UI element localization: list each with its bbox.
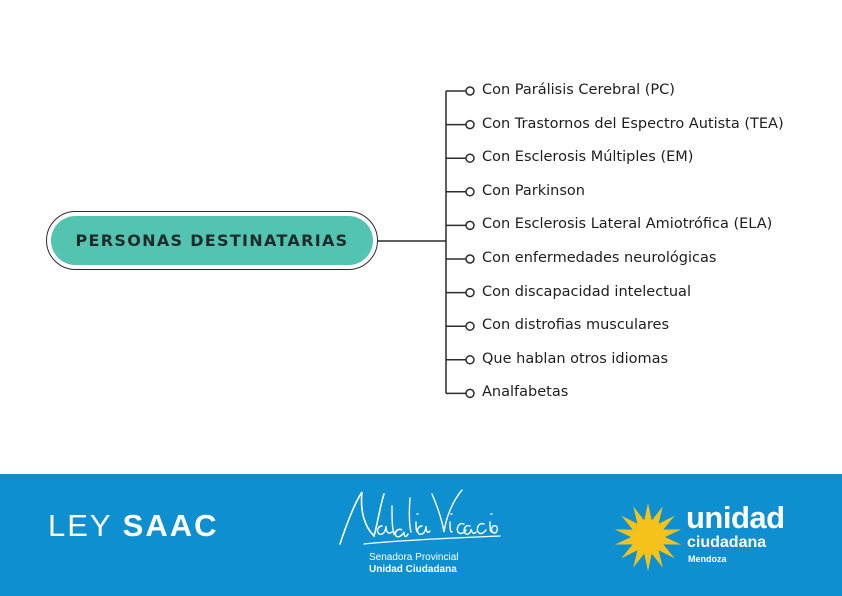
branch-node-circle [466,87,474,95]
branch-label: Con Parálisis Cerebral (PC) [482,82,675,98]
branch-label: Con enfermedades neurológicas [482,250,717,266]
branch-label: Con distrofias musculares [482,317,670,334]
branch-label: Que hablan otros idiomas [482,350,669,367]
branch-label: Con discapacidad intelectual [482,283,691,300]
branch-node-circle [466,221,474,229]
branch-node-circle [466,389,474,397]
root-node [46,211,378,270]
sun-logo-icon [613,502,683,572]
law-prefix: LEY [48,508,123,543]
branch-label: Con Parkinson [482,182,585,199]
branch-node-circle [466,121,474,129]
branch-node-circle [466,322,474,330]
brand-subname: ciudadana [687,534,767,551]
branch-label: Con Esclerosis Lateral Amiotrófica (ELA) [482,216,773,233]
branch-node-circle [466,289,474,297]
branch-node-circle [466,255,474,263]
root-label: PERSONAS DESTINATARIAS [75,231,349,250]
brand-region: Mendoza [688,554,727,564]
brand-name: unidad [686,500,785,535]
senator-role: Senadora Provincial [369,552,459,563]
signature-image [334,486,502,550]
footer-banner [0,474,842,596]
branch-label: Con Trastornos del Espectro Autista (TEA) [482,115,784,132]
senator-party: Unidad Ciudadana [369,564,457,575]
branch-label: Con Esclerosis Múltiples (EM) [482,149,694,166]
law-title [48,508,219,544]
branch-node-circle [466,356,474,364]
branch-node-circle [466,154,474,162]
root-node-fill [51,216,373,265]
sun-core [632,521,664,553]
law-name: SAAC [122,508,219,543]
branch-label: Analfabetas [482,384,569,401]
branch-node-circle [466,188,474,196]
